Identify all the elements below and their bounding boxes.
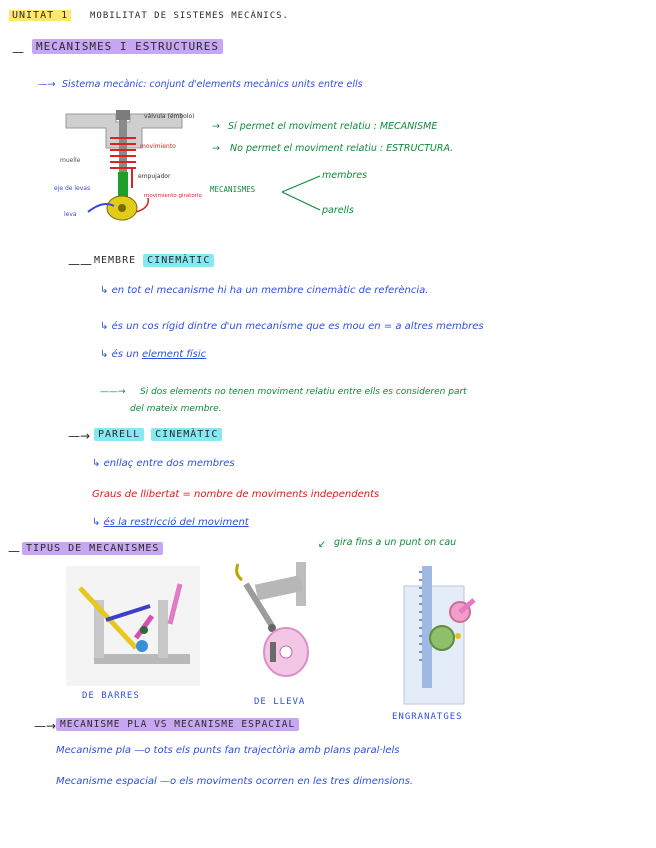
graus-llibertat-definition: Graus de llibertat = nombre de moviments independents: [92, 489, 380, 500]
mecanisme-espacial-line: Mecanisme espacial —o els moviments ocorren en les tres dimensions.: [56, 776, 414, 787]
cam-mechanism-figure: [228, 556, 320, 680]
mecanisme-pla-line: Mecanisme pla —o tots els punts fan trajectòria amb plans paral·lels: [56, 745, 400, 756]
return-label: movimiento: [140, 143, 176, 150]
mecanisme-pla-espacial-title: MECANISME PLA VS MECANISME ESPACIAL: [56, 720, 299, 730]
pusher-label: empujador: [138, 173, 171, 180]
parell-line-3: ↳ és la restricció del moviment: [92, 517, 249, 528]
parell-line-1: ↳ enllaç entre dos membres: [92, 458, 235, 469]
arrow-icon: →: [212, 121, 220, 132]
mecanismes-item-parells: parells: [322, 205, 354, 216]
arrow-icon: —→: [68, 429, 91, 443]
arrow-icon: —→: [38, 79, 56, 90]
spring-label: muelle: [60, 157, 81, 164]
membre-line-3: ↳ és un element físic: [100, 349, 207, 360]
rotation-label: movimiento giratorio: [144, 193, 202, 199]
branch-estructura: No permet el moviment relatiu : ESTRUCTURA.: [230, 143, 454, 154]
cam-shaft-label: eje de levas: [54, 185, 91, 192]
membre-line-4: Si dos elements no tenen moviment relatiu entre ells es consideren part: [140, 387, 467, 397]
arrow-icon: ——: [68, 257, 92, 271]
sistema-mecanic-definition: Sistema mecànic: conjunt d'elements mecànics units entre ells: [62, 79, 363, 90]
mecanismes-item-membres: membres: [322, 170, 368, 181]
branch-mecanisme: Sí permet el moviment relatiu : MECANISME: [228, 121, 438, 132]
caption-barres: DE BARRES: [82, 691, 140, 701]
mecanismes-label: MECANISMES: [210, 185, 256, 194]
membre-line-5: del mateix membre.: [130, 404, 222, 414]
membre-line-1: ↳ en tot el mecanisme hi ha un membre cinemàtic de referència.: [100, 285, 429, 296]
caption-lleva: DE LLEVA: [254, 697, 306, 707]
unit-label: UNITAT 1: [9, 11, 71, 21]
arrow-icon: —: [12, 45, 24, 59]
caption-engranatges: ENGRANATGES: [392, 712, 463, 722]
section-mecanismes-estructures-title: MECANISMES I ESTRUCTURES: [32, 41, 223, 52]
cam-label: leva: [64, 211, 77, 218]
arrow-icon: —: [8, 544, 20, 558]
arrow-icon: —→: [34, 719, 57, 733]
arrow-icon: →: [212, 143, 220, 154]
bar-mechanism-figure: [66, 566, 200, 686]
gears-figure: [396, 566, 478, 706]
arrow-icon: ↙: [318, 539, 326, 550]
lleva-note: gira fins a un punt on cau: [334, 537, 457, 548]
membre-cinematic-title: MEMBRE CINEMÀTIC: [94, 256, 214, 266]
tipus-mecanismes-title: TIPUS DE MECANISMES: [22, 544, 163, 554]
valve-cam-figure: [54, 108, 202, 226]
unit-title: MOBILITAT DE SISTEMES MECÀNICS.: [90, 11, 289, 21]
parell-cinematic-title: PARELL CINEMÀTIC: [94, 430, 222, 440]
arrow-icon: ——→: [100, 387, 126, 397]
valve-label: válvula (émbolo): [144, 113, 195, 120]
membre-line-2: ↳ és un cos rígid dintre d'un mecanisme que es mou en = a altres membres: [100, 321, 484, 332]
